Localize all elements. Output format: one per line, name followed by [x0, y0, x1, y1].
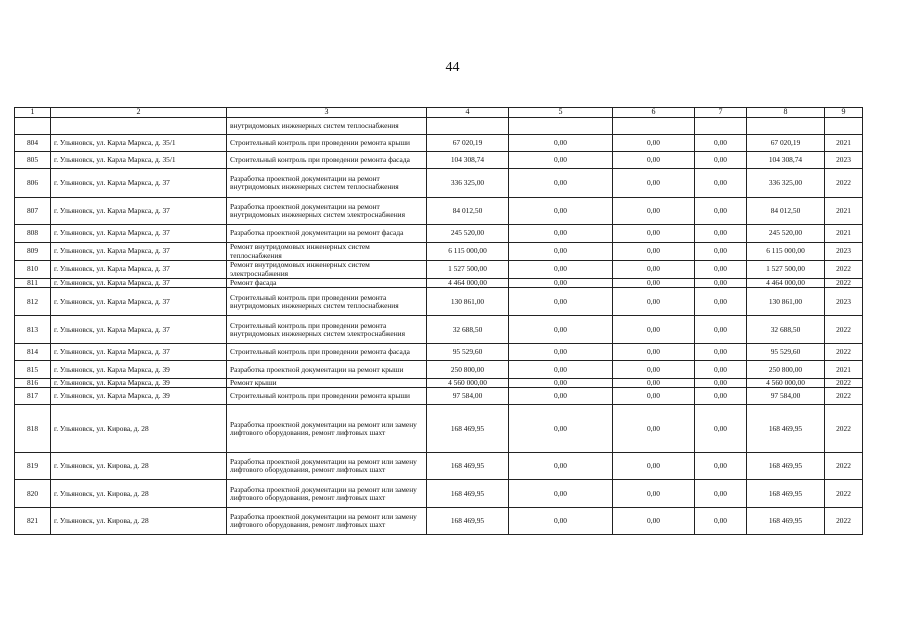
address-cell: г. Ульяновск, ул. Карла Маркса, д. 37	[51, 225, 227, 243]
row-number: 806	[15, 169, 51, 198]
header-row	[15, 108, 863, 118]
work-type-cell: Разработка проектной документации на ремонт внутридомовых инженерных систем теплоснабжения	[227, 169, 427, 198]
regional-cost-cell: 0,00	[695, 480, 747, 508]
row-number: 805	[15, 152, 51, 169]
total-cost-cell: 130 861,00	[427, 288, 509, 316]
federal-cost-cell: 0,00	[613, 135, 695, 152]
fund-cost-cell: 0,00	[509, 169, 613, 198]
federal-cost-cell: 0,00	[613, 279, 695, 288]
year-cell: 2022	[825, 169, 863, 198]
row-number: 815	[15, 361, 51, 379]
regional-cost-cell: 0,00	[695, 225, 747, 243]
table-row	[15, 344, 863, 361]
work-type-cell: Ремонт внутридомовых инженерных систем электроснабжения	[227, 261, 427, 279]
row-number: 810	[15, 261, 51, 279]
fund-cost-cell: 0,00	[509, 152, 613, 169]
work-type-cell: Разработка проектной документации на ремонт внутридомовых инженерных систем электроснабжения	[227, 198, 427, 225]
year-cell: 2022	[825, 453, 863, 480]
year-cell: 2022	[825, 388, 863, 405]
federal-cost-cell: 0,00	[613, 225, 695, 243]
regional-cost-cell: 0,00	[695, 361, 747, 379]
row-number: 812	[15, 288, 51, 316]
total-cost-cell: 4 464 000,00	[427, 279, 509, 288]
continuation-text: внутридомовых инженерных систем теплоснабжения	[227, 118, 427, 135]
owners-cost-cell: 97 584,00	[747, 388, 825, 405]
year-cell: 2021	[825, 361, 863, 379]
federal-cost-cell: 0,00	[613, 379, 695, 388]
row-number: 818	[15, 405, 51, 453]
fund-cost-cell: 0,00	[509, 261, 613, 279]
fund-cost-cell: 0,00	[509, 508, 613, 535]
year-cell: 2022	[825, 279, 863, 288]
regional-cost-cell: 0,00	[695, 508, 747, 535]
row-number: 816	[15, 379, 51, 388]
continuation-row	[15, 118, 863, 135]
work-type-cell: Строительный контроль при проведении ремонта внутридомовых инженерных систем электроснабжения	[227, 316, 427, 344]
federal-cost-cell: 0,00	[613, 152, 695, 169]
total-cost-cell: 168 469,95	[427, 453, 509, 480]
work-type-cell: Ремонт крыши	[227, 379, 427, 388]
col-header-1: 1	[15, 108, 51, 118]
work-type-cell: Разработка проектной документации на ремонт или замену лифтового оборудования, ремонт лифтовых шахт	[227, 508, 427, 535]
address-cell: г. Ульяновск, ул. Карла Маркса, д. 37	[51, 344, 227, 361]
owners-cost-cell: 168 469,95	[747, 405, 825, 453]
address-cell: г. Ульяновск, ул. Кирова, д. 28	[51, 508, 227, 535]
table-row	[15, 288, 863, 316]
owners-cost-cell: 168 469,95	[747, 480, 825, 508]
year-cell: 2023	[825, 243, 863, 261]
row-number: 811	[15, 279, 51, 288]
fund-cost-cell: 0,00	[509, 480, 613, 508]
works-table	[14, 107, 863, 535]
col-header-5: 5	[509, 108, 613, 118]
federal-cost-cell: 0,00	[613, 316, 695, 344]
address-cell: г. Ульяновск, ул. Кирова, д. 28	[51, 453, 227, 480]
table-row	[15, 152, 863, 169]
address-cell: г. Ульяновск, ул. Кирова, д. 28	[51, 405, 227, 453]
total-cost-cell: 250 800,00	[427, 361, 509, 379]
work-type-cell: Разработка проектной документации на ремонт фасада	[227, 225, 427, 243]
regional-cost-cell: 0,00	[695, 379, 747, 388]
col-header-8: 8	[747, 108, 825, 118]
address-cell: г. Ульяновск, ул. Карла Маркса, д. 37	[51, 261, 227, 279]
fund-cost-cell: 0,00	[509, 405, 613, 453]
total-cost-cell: 336 325,00	[427, 169, 509, 198]
federal-cost-cell: 0,00	[613, 169, 695, 198]
address-cell: г. Ульяновск, ул. Карла Маркса, д. 37	[51, 316, 227, 344]
total-cost-cell: 6 115 000,00	[427, 243, 509, 261]
work-type-cell: Строительный контроль при проведении ремонта фасада	[227, 152, 427, 169]
table-row	[15, 316, 863, 344]
owners-cost-cell: 4 464 000,00	[747, 279, 825, 288]
year-cell: 2021	[825, 135, 863, 152]
total-cost-cell: 97 584,00	[427, 388, 509, 405]
owners-cost-cell: 168 469,95	[747, 453, 825, 480]
row-number: 809	[15, 243, 51, 261]
federal-cost-cell: 0,00	[613, 344, 695, 361]
work-type-cell: Разработка проектной документации на ремонт крыши	[227, 361, 427, 379]
fund-cost-cell: 0,00	[509, 279, 613, 288]
work-type-cell: Строительный контроль при проведении ремонта внутридомовых инженерных систем теплоснабжения	[227, 288, 427, 316]
work-type-cell: Разработка проектной документации на ремонт или замену лифтового оборудования, ремонт лифтовых шахт	[227, 453, 427, 480]
fund-cost-cell: 0,00	[509, 379, 613, 388]
col-header-7: 7	[695, 108, 747, 118]
row-number: 817	[15, 388, 51, 405]
year-cell: 2022	[825, 261, 863, 279]
row-number: 814	[15, 344, 51, 361]
regional-cost-cell: 0,00	[695, 152, 747, 169]
col-header-2: 2	[51, 108, 227, 118]
col-header-6: 6	[613, 108, 695, 118]
regional-cost-cell: 0,00	[695, 405, 747, 453]
year-cell: 2023	[825, 152, 863, 169]
page-number: 44	[445, 60, 460, 75]
year-cell: 2023	[825, 288, 863, 316]
owners-cost-cell: 130 861,00	[747, 288, 825, 316]
work-type-cell: Строительный контроль при проведении ремонта крыши	[227, 135, 427, 152]
regional-cost-cell: 0,00	[695, 261, 747, 279]
total-cost-cell: 67 020,19	[427, 135, 509, 152]
owners-cost-cell: 250 800,00	[747, 361, 825, 379]
address-cell: г. Ульяновск, ул. Карла Маркса, д. 37	[51, 169, 227, 198]
owners-cost-cell: 168 469,95	[747, 508, 825, 535]
fund-cost-cell: 0,00	[509, 344, 613, 361]
work-type-cell: Ремонт внутридомовых инженерных систем теплоснабжения	[227, 243, 427, 261]
total-cost-cell: 4 560 000,00	[427, 379, 509, 388]
fund-cost-cell: 0,00	[509, 135, 613, 152]
owners-cost-cell: 84 012,50	[747, 198, 825, 225]
address-cell: г. Ульяновск, ул. Карла Маркса, д. 37	[51, 279, 227, 288]
address-cell: г. Ульяновск, ул. Карла Маркса, д. 39	[51, 388, 227, 405]
row-number: 820	[15, 480, 51, 508]
regional-cost-cell: 0,00	[695, 344, 747, 361]
col-header-9: 9	[825, 108, 863, 118]
year-cell: 2022	[825, 379, 863, 388]
row-number: 808	[15, 225, 51, 243]
federal-cost-cell: 0,00	[613, 453, 695, 480]
fund-cost-cell: 0,00	[509, 288, 613, 316]
owners-cost-cell: 336 325,00	[747, 169, 825, 198]
fund-cost-cell: 0,00	[509, 243, 613, 261]
year-cell: 2022	[825, 316, 863, 344]
federal-cost-cell: 0,00	[613, 288, 695, 316]
regional-cost-cell: 0,00	[695, 243, 747, 261]
row-number: 813	[15, 316, 51, 344]
regional-cost-cell: 0,00	[695, 279, 747, 288]
row-number: 807	[15, 198, 51, 225]
owners-cost-cell: 32 688,50	[747, 316, 825, 344]
fund-cost-cell: 0,00	[509, 225, 613, 243]
year-cell: 2021	[825, 225, 863, 243]
table-row	[15, 361, 863, 379]
work-type-cell: Строительный контроль при проведении ремонта фасада	[227, 344, 427, 361]
table-row	[15, 169, 863, 198]
federal-cost-cell: 0,00	[613, 388, 695, 405]
owners-cost-cell: 67 020,19	[747, 135, 825, 152]
work-type-cell: Строительный контроль при проведении ремонта крыши	[227, 388, 427, 405]
col-header-4: 4	[427, 108, 509, 118]
year-cell: 2022	[825, 405, 863, 453]
address-cell: г. Ульяновск, ул. Карла Маркса, д. 37	[51, 198, 227, 225]
total-cost-cell: 168 469,95	[427, 480, 509, 508]
fund-cost-cell: 0,00	[509, 388, 613, 405]
owners-cost-cell: 4 560 000,00	[747, 379, 825, 388]
owners-cost-cell: 104 308,74	[747, 152, 825, 169]
total-cost-cell: 95 529,60	[427, 344, 509, 361]
table-row	[15, 388, 863, 405]
year-cell: 2022	[825, 344, 863, 361]
table-row	[15, 405, 863, 453]
fund-cost-cell: 0,00	[509, 198, 613, 225]
table-row	[15, 508, 863, 535]
total-cost-cell: 245 520,00	[427, 225, 509, 243]
fund-cost-cell: 0,00	[509, 316, 613, 344]
total-cost-cell: 104 308,74	[427, 152, 509, 169]
address-cell: г. Ульяновск, ул. Карла Маркса, д. 39	[51, 379, 227, 388]
table-row	[15, 379, 863, 388]
regional-cost-cell: 0,00	[695, 288, 747, 316]
regional-cost-cell: 0,00	[695, 135, 747, 152]
table-row	[15, 243, 863, 261]
federal-cost-cell: 0,00	[613, 480, 695, 508]
total-cost-cell: 168 469,95	[427, 405, 509, 453]
regional-cost-cell: 0,00	[695, 453, 747, 480]
fund-cost-cell: 0,00	[509, 361, 613, 379]
table-row	[15, 135, 863, 152]
regional-cost-cell: 0,00	[695, 388, 747, 405]
address-cell: г. Ульяновск, ул. Карла Маркса, д. 35/1	[51, 135, 227, 152]
owners-cost-cell: 1 527 500,00	[747, 261, 825, 279]
federal-cost-cell: 0,00	[613, 361, 695, 379]
total-cost-cell: 168 469,95	[427, 508, 509, 535]
federal-cost-cell: 0,00	[613, 405, 695, 453]
total-cost-cell: 32 688,50	[427, 316, 509, 344]
total-cost-cell: 84 012,50	[427, 198, 509, 225]
work-type-cell: Разработка проектной документации на ремонт или замену лифтового оборудования, ремонт лифтовых шахт	[227, 480, 427, 508]
federal-cost-cell: 0,00	[613, 261, 695, 279]
work-type-cell: Ремонт фасада	[227, 279, 427, 288]
owners-cost-cell: 245 520,00	[747, 225, 825, 243]
table-row	[15, 261, 863, 279]
address-cell: г. Ульяновск, ул. Карла Маркса, д. 39	[51, 361, 227, 379]
year-cell: 2022	[825, 508, 863, 535]
table-row	[15, 453, 863, 480]
year-cell: 2021	[825, 198, 863, 225]
owners-cost-cell: 6 115 000,00	[747, 243, 825, 261]
regional-cost-cell: 0,00	[695, 169, 747, 198]
regional-cost-cell: 0,00	[695, 198, 747, 225]
year-cell: 2022	[825, 480, 863, 508]
address-cell: г. Ульяновск, ул. Карла Маркса, д. 37	[51, 288, 227, 316]
address-cell: г. Ульяновск, ул. Карла Маркса, д. 37	[51, 243, 227, 261]
row-number: 819	[15, 453, 51, 480]
address-cell: г. Ульяновск, ул. Кирова, д. 28	[51, 480, 227, 508]
address-cell: г. Ульяновск, ул. Карла Маркса, д. 35/1	[51, 152, 227, 169]
owners-cost-cell: 95 529,60	[747, 344, 825, 361]
table-row	[15, 198, 863, 225]
regional-cost-cell: 0,00	[695, 316, 747, 344]
federal-cost-cell: 0,00	[613, 508, 695, 535]
row-number: 821	[15, 508, 51, 535]
total-cost-cell: 1 527 500,00	[427, 261, 509, 279]
table-row	[15, 480, 863, 508]
fund-cost-cell: 0,00	[509, 453, 613, 480]
table-row	[15, 225, 863, 243]
federal-cost-cell: 0,00	[613, 198, 695, 225]
col-header-3: 3	[227, 108, 427, 118]
federal-cost-cell: 0,00	[613, 243, 695, 261]
table-row	[15, 279, 863, 288]
row-number: 804	[15, 135, 51, 152]
work-type-cell: Разработка проектной документации на ремонт или замену лифтового оборудования, ремонт лифтовых шахт	[227, 405, 427, 453]
